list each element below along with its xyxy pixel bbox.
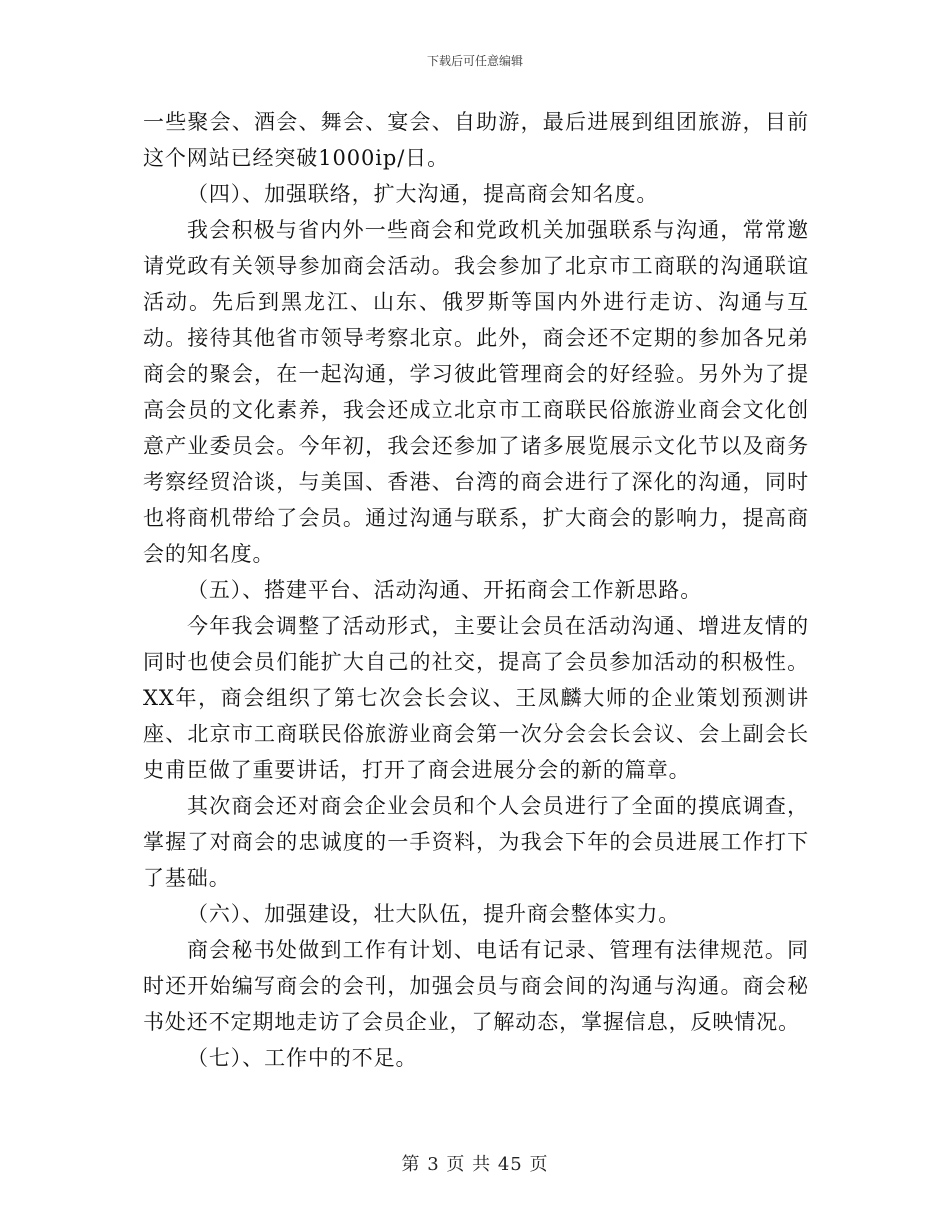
page-header: 下载后可任意编辑 [426, 54, 523, 68]
paragraph-5: 今年我会调整了活动形式，主要让会员在活动沟通、增进友情的同时也使会员们能扩大自己的社交，提高了会员参加活动的积极性。XX年，商会组织了第七次会长会议、王凤麟大师的企业策划预测讲座、北京市工商联民俗旅游业商会第一次分会会长会议、会上副会长史甫臣做了重要讲话，打开了商会进展分会的新的篇章。 [143, 614, 809, 782]
paragraph-8: 商会秘书处做到工作有计划、电话有记录、管理有法律规范。同时还开始编写商会的会刊，加强会员与商会间的沟通与沟通。商会秘书处还不定期地走访了会员企业，了解动态，掌握信息，反映情况。 [143, 938, 809, 1034]
section-heading-4: （四）、加强联络，扩大沟通，提高商会知名度。 [187, 182, 659, 206]
paragraph-1: 一些聚会、酒会、舞会、宴会、自助游，最后进展到组团旅游，目前这个网站已经突破1000ip/日。 [143, 110, 809, 170]
paragraph-3: 我会积极与省内外一些商会和党政机关加强联系与沟通，常常邀请党政有关领导参加商会活动。我会参加了北京市工商联的沟通联谊活动。先后到黑龙江、山东、俄罗斯等国内外进行走访、沟通与互动。接待其他省市领导考察北京。此外，商会还不定期的参加各兄弟商会的聚会，在一起沟通，学习彼此管理商会的好经验。另外为了提高会员的文化素养，我会还成立北京市工商联民俗旅游业商会文化创意产业委员会。今年初，我会还参加了诸多展览展示文化节以及商务考察经贸洽谈，与美国、香港、台湾的商会进行了深化的沟通，同时也将商机带给了会员。通过沟通与联系，扩大商会的影响力，提高商会的知名度。 [143, 218, 809, 566]
paragraph-6: 其次商会还对商会企业会员和个人会员进行了全面的摸底调查，掌握了对商会的忠诚度的一手资料，为我会下年的会员进展工作打下了基础。 [143, 794, 809, 890]
document-body [143, 104, 809, 1076]
section-heading-5: （五）、搭建平台、活动沟通、开拓商会工作新思路。 [187, 578, 703, 602]
section-heading-7: （七）、工作中的不足。 [187, 1046, 418, 1070]
section-heading-6: （六）、加强建设，壮大队伍，提升商会整体实力。 [187, 902, 681, 926]
page-number-footer: 第 3 页 共 45 页 [401, 1154, 549, 1175]
